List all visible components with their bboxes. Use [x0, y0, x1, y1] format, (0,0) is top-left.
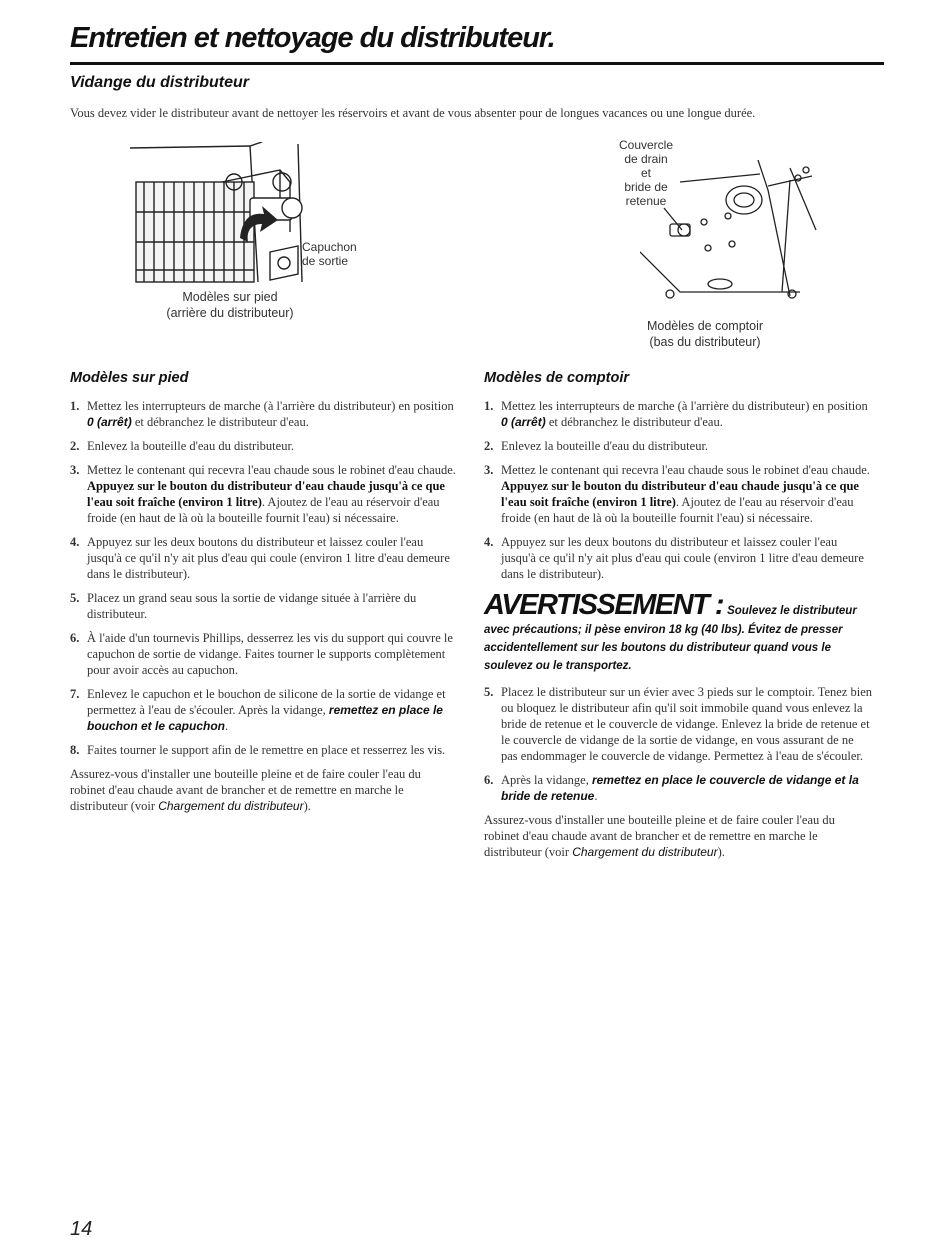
section-subtitle: Vidange du distributeur [70, 74, 249, 91]
caption-line: Modèles de comptoir [646, 319, 764, 333]
label-line: de sortie [302, 254, 349, 268]
floor-model-illustration [130, 142, 320, 292]
list-item [484, 772, 872, 804]
reference-link-text: Chargement du distributeur [572, 845, 718, 859]
step-text: Mettez le contenant qui recevra l'eau chaude sous le robinet d'eau chaude. [87, 463, 456, 477]
list-item [70, 398, 458, 430]
closing-text: Assurez-vous d'installer une bouteille pleine et de faire couler l'eau du robinet d'eau chaude avant de brancher et de remettre en marche le distributeur (voir [484, 813, 835, 859]
step-emphasis: 0 (arrêt) [87, 415, 132, 429]
countertop-models-section [484, 370, 872, 860]
step-number: 6. [484, 773, 494, 787]
countertop-model-illustration [640, 160, 820, 310]
warning-text: Soulevez le distributeur avec précautions; il pèse environ 18 kg (40 lbs). Évitez de presser accidentellement sur les boutons du distributeur quand vous le soulevez ou le transportez. [484, 605, 857, 672]
step-text: Enlevez la bouteille d'eau du distributeur. [87, 439, 295, 453]
step-text: À l'aide d'un tournevis Phillips, desserrez les vis du support qui couvre le capuchon de sortie de vidange. Faites tourner le supports complètement pour avoir accès au capuchon. [87, 631, 453, 677]
list-item [484, 534, 872, 582]
warning-heading: AVERTISSEMENT : [484, 589, 724, 621]
step-text: Placez le distributeur sur un évier avec 3 pieds sur le comptoir. Tenez bien ou bloquez le distributeur afin qu'il soit immobile quand vous enlevez la bride de retenue et le couvercle de vidange. Enlevez la bride de retenue et le couvercle de vidange de la sortie de vidange, en vous assurant de ne pas endommager le couvercle de vidange. Permettez à l'eau de s'écouler. [501, 685, 872, 763]
label-line: Capuchon [302, 240, 357, 254]
step-number: 4. [70, 535, 80, 549]
step-text: Placez un grand seau sous la sortie de vidange située à l'arrière du distributeur. [87, 591, 417, 621]
step-text: Mettez les interrupteurs de marche (à l'arrière du distributeur) en position [87, 399, 454, 413]
step-bold: Appuyez sur le bouton du distributeur d'eau chaude jusqu'à ce que l'eau soit fraîche (environ 1 litre) [87, 479, 445, 509]
step-text: . [594, 789, 598, 803]
countertop-steps-list [484, 398, 872, 582]
step-number: 8. [70, 743, 80, 757]
step-number: 4. [484, 535, 494, 549]
list-item [484, 438, 872, 454]
list-item [70, 630, 458, 678]
floor-figure-label [302, 240, 357, 268]
step-number: 5. [484, 685, 494, 699]
step-number: 3. [70, 463, 80, 477]
closing-paragraph-countertop [484, 812, 872, 860]
list-item [70, 686, 458, 734]
section-title-floor: Modèles sur pied [70, 370, 189, 386]
step-text: Faites tourner le support afin de le remettre en place et resserrez les vis. [87, 743, 446, 757]
warning-block [484, 590, 872, 674]
page-title: Entretien et nettoyage du distributeur. [70, 22, 555, 54]
countertop-steps-list-continued [484, 684, 872, 804]
closing-paragraph-floor [70, 766, 458, 814]
step-number: 2. [484, 439, 494, 453]
floor-figure-caption [150, 289, 310, 321]
label-line: retenue [625, 194, 667, 208]
step-text: et débranchez le distributeur d'eau. [131, 415, 309, 429]
step-text: Appuyez sur les deux boutons du distributeur et laissez couler l'eau jusqu'à ce qu'il n'y ait plus d'eau qui coule (environ 1 litre d'eau demeure dans le distributeur). [501, 535, 864, 581]
closing-text: ). [303, 799, 311, 813]
step-bold: Appuyez sur le bouton du distributeur d'eau chaude jusqu'à ce que l'eau soit fraîche (environ 1 litre) [501, 479, 859, 509]
step-text: . Ajoutez de l'eau au réservoir d'eau froide (en haut de là où la bouteille fournit l'eau) si nécessaire. [501, 495, 854, 525]
step-text: Enlevez la bouteille d'eau du distributeur. [501, 439, 709, 453]
step-text: Mettez les interrupteurs de marche (à l'arrière du distributeur) en position [501, 399, 868, 413]
page-number: 14 [70, 1218, 93, 1240]
list-item [70, 534, 458, 582]
label-line: de drain et [624, 152, 668, 180]
list-item [70, 590, 458, 622]
step-number: 1. [484, 399, 494, 413]
step-number: 6. [70, 631, 80, 645]
step-number: 7. [70, 687, 80, 701]
step-number: 5. [70, 591, 80, 605]
floor-steps-list [70, 398, 458, 758]
step-text: et débranchez le distributeur d'eau. [545, 415, 723, 429]
list-item [70, 462, 458, 526]
reference-link-text: Chargement du distributeur [158, 799, 304, 813]
floor-models-section [70, 370, 458, 814]
step-number: 1. [70, 399, 80, 413]
section-title-countertop: Modèles de comptoir [484, 370, 630, 386]
step-emphasis: remettez en place le bouchon et le capuchon [87, 703, 443, 733]
step-number: 2. [70, 439, 80, 453]
list-item [484, 462, 872, 526]
step-text: Enlevez le capuchon et le bouchon de silicone de la sortie de vidange et permettez à l'eau de s'écouler. Après la vidange, [87, 687, 446, 717]
caption-line: Modèles sur pied [182, 290, 278, 304]
step-text: Après la vidange, [501, 773, 592, 787]
title-rule [70, 62, 884, 65]
closing-text: Assurez-vous d'installer une bouteille pleine et de faire couler l'eau du robinet d'eau chaude avant de brancher et de remettre en marche le distributeur (voir [70, 767, 421, 813]
caption-line: (arrière du distributeur) [166, 306, 294, 320]
list-item [70, 438, 458, 454]
step-text: . Ajoutez de l'eau au réservoir d'eau froide (en haut de là où la bouteille fournit l'eau) si nécessaire. [87, 495, 440, 525]
step-text: . [225, 719, 229, 733]
step-number: 3. [484, 463, 494, 477]
caption-line: (bas du distributeur) [649, 335, 761, 349]
list-item [484, 684, 872, 764]
step-text: Appuyez sur les deux boutons du distributeur et laissez couler l'eau jusqu'à ce qu'il n'y ait plus d'eau qui coule (environ 1 litre d'eau demeure dans le distributeur). [87, 535, 450, 581]
label-line: Couvercle [618, 138, 674, 152]
step-emphasis: 0 (arrêt) [501, 415, 546, 429]
list-item [484, 398, 872, 430]
intro-paragraph: Vous devez vider le distributeur avant de nettoyer les réservoirs et avant de vous absenter pour de longues vacances ou une longue durée. [70, 106, 756, 120]
countertop-figure-caption [630, 318, 780, 350]
list-item [70, 742, 458, 758]
step-text: Mettez le contenant qui recevra l'eau chaude sous le robinet d'eau chaude. [501, 463, 870, 477]
closing-text: ). [717, 845, 725, 859]
label-line: bride de [624, 180, 668, 194]
step-emphasis: remettez en place le couvercle de vidange et la bride de retenue [501, 773, 859, 803]
